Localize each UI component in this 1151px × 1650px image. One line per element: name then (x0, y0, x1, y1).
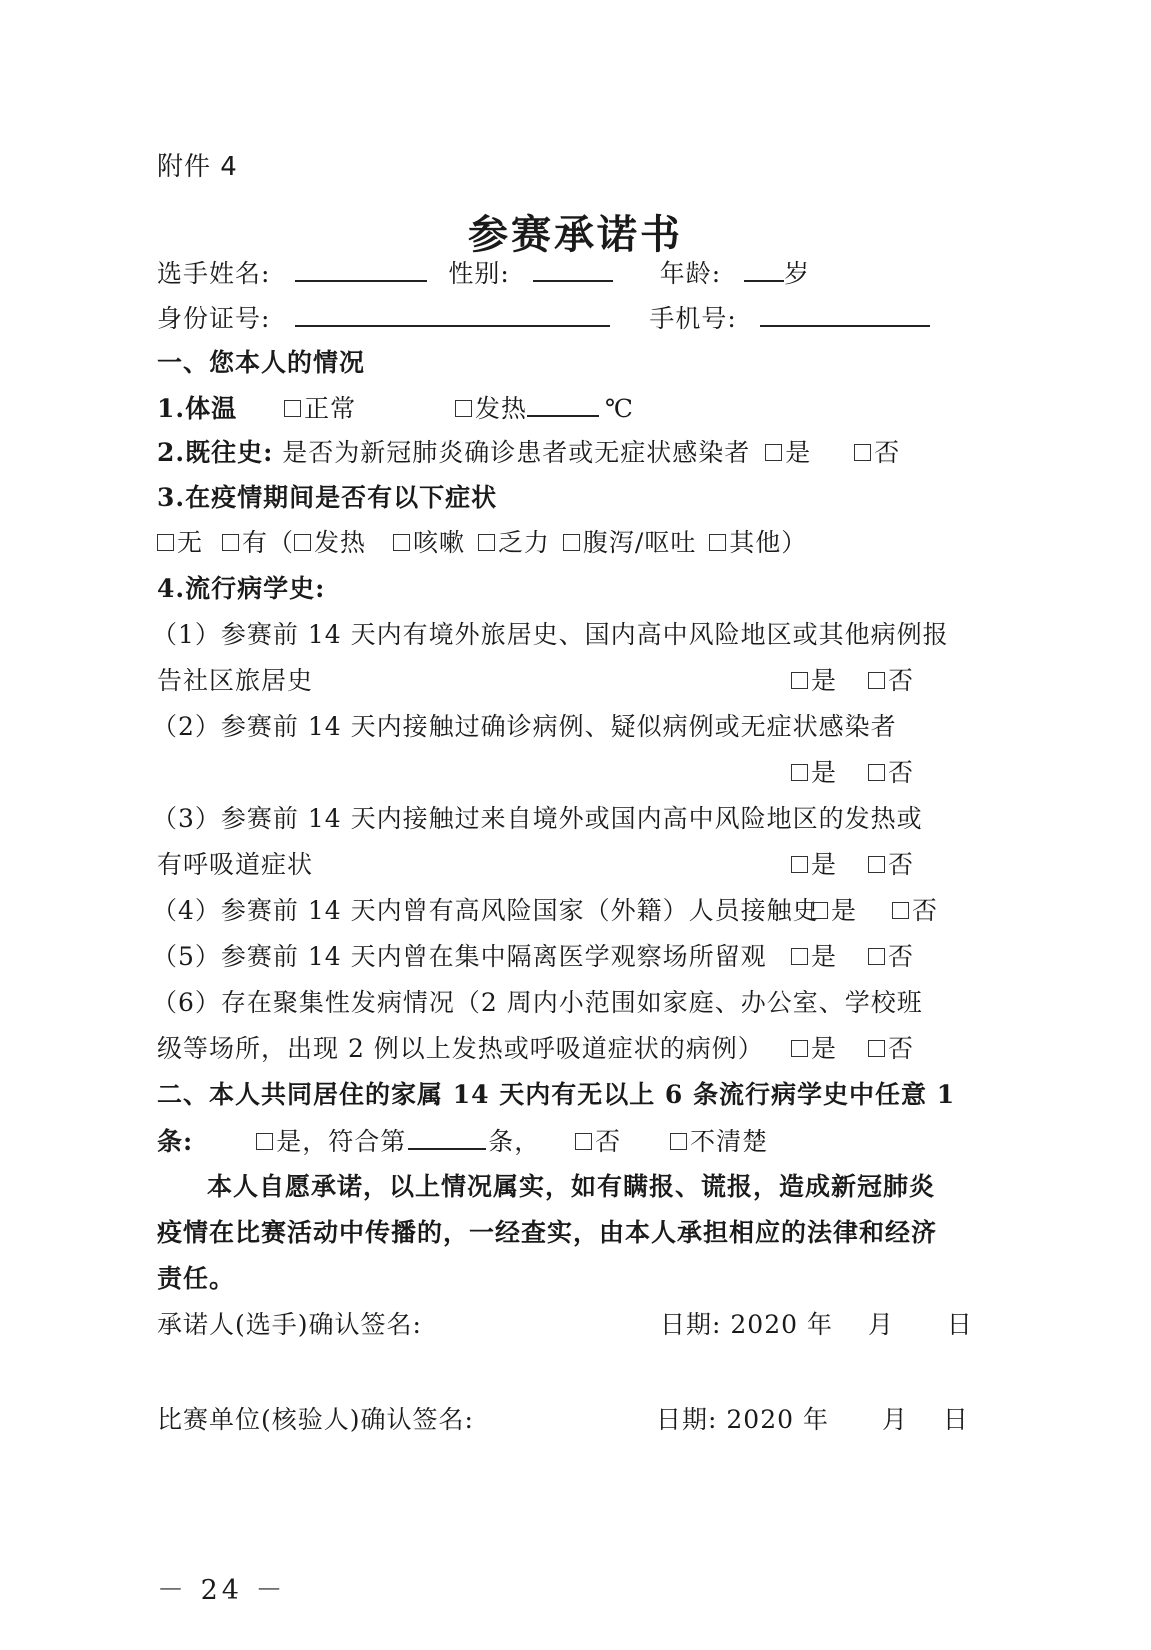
symptom-cough-option[interactable]: 咳嗽 (393, 528, 465, 558)
checkbox[interactable] (791, 948, 808, 965)
info-row-2 (157, 303, 934, 334)
checkbox[interactable] (575, 1133, 592, 1150)
epi-item-1-line1: （1）参赛前 14 天内有境外旅居史、国内高中风险地区或其他病例报 (152, 620, 949, 649)
pledge-line-3: 责任。 (157, 1264, 236, 1293)
q2-label: 2.既往史: (157, 438, 274, 467)
section2-heading-line2: 条: (157, 1127, 194, 1156)
symptom-other-option[interactable]: 其他 (709, 528, 781, 558)
signature-player-label: 承诺人(选手)确认签名: (157, 1310, 422, 1339)
epi-item-2-line1: （2）参赛前 14 天内接触过确诊病例、疑似病例或无症状感染者 (152, 712, 897, 741)
epi-item-6-line1: （6）存在聚集性发病情况（2 周内小范围如家庭、办公室、学校班 (152, 988, 923, 1017)
section2-options: 条: 是，符合第 条， 否 不清楚 (157, 1127, 769, 1156)
checkbox[interactable] (294, 534, 311, 551)
checkbox[interactable] (222, 534, 239, 551)
checkbox[interactable] (256, 1133, 273, 1150)
epi-5-yes-option[interactable]: 是 (791, 942, 837, 972)
epi-item-5-line1: （5）参赛前 14 天内曾在集中隔离医学观察场所留观 (152, 942, 767, 971)
age-field[interactable] (744, 258, 784, 282)
symptom-none-option[interactable]: 无 (157, 528, 203, 558)
checkbox[interactable] (709, 534, 726, 551)
epi-item-4-line1: （4）参赛前 14 天内曾有高风险国家（外籍）人员接触史 (152, 896, 819, 925)
checkbox[interactable] (868, 1040, 885, 1057)
family-yes-option[interactable]: 是，符合第 (256, 1127, 406, 1157)
epi-5-no-option[interactable]: 否 (868, 942, 914, 972)
checkbox[interactable] (284, 400, 301, 417)
gender-label: 性别: (448, 259, 510, 288)
checkbox[interactable] (868, 764, 885, 781)
checkbox[interactable] (811, 902, 828, 919)
age-unit: 岁 (784, 259, 811, 288)
epi-1-no-option[interactable]: 否 (868, 666, 914, 696)
q3-label: 3.在疫情期间是否有以下症状 (157, 483, 498, 512)
checkbox[interactable] (791, 672, 808, 689)
id-number-field[interactable] (295, 303, 610, 327)
checkbox[interactable] (854, 444, 871, 461)
checkbox[interactable] (157, 534, 174, 551)
section1-heading: 一、您本人的情况 (157, 348, 366, 377)
checkbox[interactable] (670, 1133, 687, 1150)
epi-item-4-answer (811, 896, 938, 926)
attachment-label: 附件 4 (157, 152, 238, 182)
pledge-line-2: 疫情在比赛活动中传播的，一经查实，由本人承担相应的法律和经济 (157, 1218, 938, 1247)
epi-item-3-line2: 有呼吸道症状 (157, 850, 314, 879)
symptom-have-option[interactable]: 有（ (222, 528, 294, 558)
q2-no-option[interactable]: 否 (854, 438, 900, 468)
celsius-unit: ℃ (605, 394, 635, 423)
checkbox[interactable] (868, 948, 885, 965)
checkbox[interactable] (563, 534, 580, 551)
checkbox[interactable] (868, 672, 885, 689)
symptom-diarrhea-option[interactable]: 腹泻/呕吐 (563, 528, 696, 558)
q1-temperature (157, 393, 634, 424)
checkbox[interactable] (478, 534, 495, 551)
checkbox[interactable] (791, 1040, 808, 1057)
checkbox[interactable] (868, 856, 885, 873)
q2-text: 是否为新冠肺炎确诊患者或无症状感染者 (282, 438, 751, 467)
family-unsure-option[interactable]: 不清楚 (670, 1127, 768, 1157)
epi-item-3-line1: （3）参赛前 14 天内接触过来自境外或国内高中风险地区的发热或 (152, 804, 923, 833)
epi-3-no-option[interactable]: 否 (868, 850, 914, 880)
family-no-option[interactable]: 否 (575, 1127, 621, 1157)
q2-yes-option[interactable]: 是 (765, 438, 811, 468)
signature-organizer-label: 比赛单位(核验人)确认签名: (157, 1405, 474, 1434)
family-item-number-field[interactable] (408, 1126, 486, 1150)
checkbox[interactable] (791, 764, 808, 781)
epi-item-5-answer (791, 942, 914, 972)
gender-field[interactable] (533, 258, 613, 282)
signature-organizer-date: 日期: 2020 年 月 日 (656, 1405, 969, 1434)
phone-field[interactable] (760, 303, 930, 327)
checkbox[interactable] (765, 444, 782, 461)
epi-2-no-option[interactable]: 否 (868, 758, 914, 788)
epi-6-no-option[interactable]: 否 (868, 1034, 914, 1064)
id-label: 身份证号: (157, 304, 271, 333)
fever-temp-field[interactable] (527, 393, 599, 417)
epi-3-yes-option[interactable]: 是 (791, 850, 837, 880)
epi-6-yes-option[interactable]: 是 (791, 1034, 837, 1064)
epi-item-3-answer (791, 850, 914, 880)
age-label: 年龄: (659, 259, 722, 288)
checkbox[interactable] (393, 534, 410, 551)
checkbox[interactable] (455, 400, 472, 417)
symptom-fever-option[interactable]: 发热 (294, 528, 366, 558)
pledge-line-1: 本人自愿承诺，以上情况属实，如有瞒报、谎报，造成新冠肺炎 (207, 1172, 936, 1201)
temp-fever-option[interactable]: 发热 (455, 394, 527, 424)
epi-4-no-option[interactable]: 否 (892, 896, 938, 926)
section2-heading-line1: 二、本人共同居住的家属 14 天内有无以上 6 条流行病学史中任意 1 (157, 1080, 956, 1109)
q4-label: 4.流行病学史: (157, 574, 326, 603)
epi-4-yes-option[interactable]: 是 (811, 896, 857, 926)
temp-normal-option[interactable]: 正常 (284, 394, 356, 424)
q2-history (157, 438, 900, 468)
epi-item-6-answer (791, 1034, 914, 1064)
name-label: 选手姓名: (157, 259, 271, 288)
symptom-fatigue-option[interactable]: 乏力 (478, 528, 550, 558)
signature-player-date: 日期: 2020 年 月 日 (660, 1310, 973, 1339)
q3-options: 无 有（ 发热 咳嗽 乏力 腹泻/呕吐 其他） (157, 528, 807, 558)
info-row-1 (157, 258, 810, 289)
epi-item-1-line2: 告社区旅居史 (157, 666, 314, 695)
q1-label: 1.体温 (157, 394, 238, 423)
epi-item-6-line2: 级等场所，出现 2 例以上发热或呼吸道症状的病例） (157, 1034, 764, 1063)
page-title: 参赛承诺书 (468, 211, 683, 258)
page-number: － 24 － (157, 1575, 287, 1606)
name-field[interactable] (295, 258, 427, 282)
epi-item-1-answer (791, 666, 914, 696)
epi-item-2-answer (791, 758, 914, 788)
phone-label: 手机号: (649, 304, 737, 333)
checkbox[interactable] (892, 902, 909, 919)
epi-2-yes-option[interactable]: 是 (791, 758, 837, 788)
epi-1-yes-option[interactable]: 是 (791, 666, 837, 696)
checkbox[interactable] (791, 856, 808, 873)
